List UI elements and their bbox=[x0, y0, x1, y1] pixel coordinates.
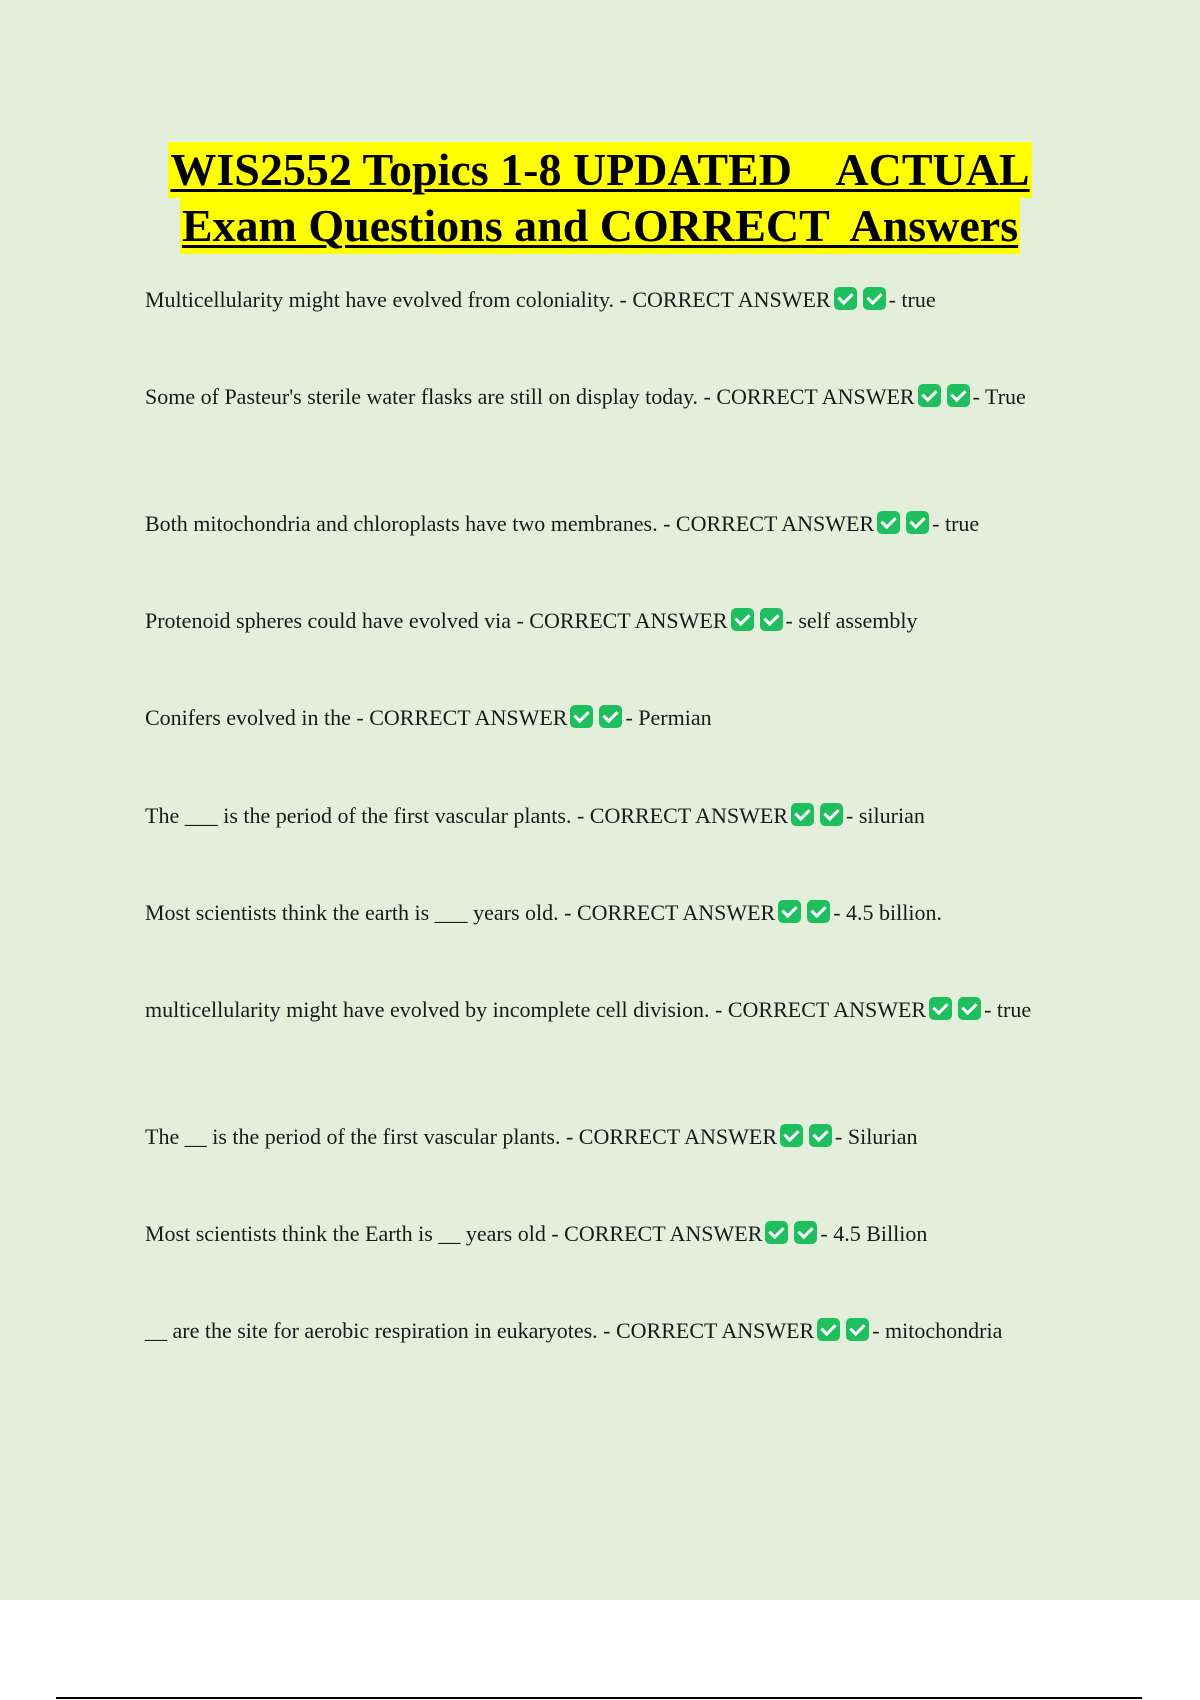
qa-item bbox=[145, 508, 1080, 539]
answer-text: - true bbox=[932, 511, 980, 536]
answer-text: - true bbox=[888, 287, 936, 312]
answer-text: - 4.5 billion. bbox=[833, 900, 943, 925]
check-box-icon bbox=[807, 900, 830, 923]
check-box-icon bbox=[846, 1318, 869, 1341]
check-box-icon bbox=[794, 1221, 817, 1244]
check-box-icon bbox=[809, 1124, 832, 1147]
check-box-icon bbox=[765, 1221, 788, 1244]
qa-item bbox=[145, 1218, 1080, 1249]
check-box-icon bbox=[918, 384, 941, 407]
check-box-icon bbox=[760, 608, 783, 631]
title-line-2: Exam Questions and CORRECT Answers bbox=[180, 198, 1020, 254]
answer-text: - silurian bbox=[846, 803, 925, 828]
question-text: __ are the site for aerobic respiration in eukaryotes. - CORRECT ANSWER bbox=[145, 1318, 815, 1343]
answer-text: - self assembly bbox=[785, 608, 918, 633]
check-box-icon bbox=[820, 803, 843, 826]
question-text: Most scientists think the Earth is __ years old - CORRECT ANSWER bbox=[145, 1221, 763, 1246]
footer-divider bbox=[56, 1697, 1142, 1699]
qa-item bbox=[145, 605, 1080, 636]
question-text: Most scientists think the earth is ___ years old. - CORRECT ANSWER bbox=[145, 900, 776, 925]
answer-text: - Silurian bbox=[835, 1124, 918, 1149]
question-text: Conifers evolved in the - CORRECT ANSWER bbox=[145, 705, 568, 730]
answer-text: - true bbox=[984, 997, 1032, 1022]
question-text: Protenoid spheres could have evolved via - CORRECT ANSWER bbox=[145, 608, 728, 633]
qa-item bbox=[145, 1315, 1080, 1346]
question-text: The __ is the period of the first vascular plants. - CORRECT ANSWER bbox=[145, 1124, 778, 1149]
title-line-1: WIS2552 Topics 1-8 UPDATED ACTUAL bbox=[168, 142, 1031, 198]
document-title bbox=[100, 142, 1100, 254]
check-box-icon bbox=[570, 705, 593, 728]
check-box-icon bbox=[947, 384, 970, 407]
check-box-icon bbox=[731, 608, 754, 631]
qa-item bbox=[145, 994, 1080, 1025]
check-box-icon bbox=[780, 1124, 803, 1147]
question-text: multicellularity might have evolved by incomplete cell division. - CORRECT ANSWER bbox=[145, 997, 927, 1022]
check-box-icon bbox=[599, 705, 622, 728]
check-box-icon bbox=[863, 287, 886, 310]
check-box-icon bbox=[791, 803, 814, 826]
qa-item bbox=[145, 800, 1080, 831]
qa-item bbox=[145, 702, 1080, 733]
check-box-icon bbox=[929, 997, 952, 1020]
question-text: Multicellularity might have evolved from coloniality. - CORRECT ANSWER bbox=[145, 287, 831, 312]
check-box-icon bbox=[877, 511, 900, 534]
answer-text: - mitochondria bbox=[872, 1318, 1003, 1343]
check-box-icon bbox=[958, 997, 981, 1020]
check-box-icon bbox=[906, 511, 929, 534]
answer-text: - Permian bbox=[625, 705, 712, 730]
answer-text: - True bbox=[972, 384, 1026, 409]
question-text: The ___ is the period of the first vascular plants. - CORRECT ANSWER bbox=[145, 803, 789, 828]
question-text: Both mitochondria and chloroplasts have two membranes. - CORRECT ANSWER bbox=[145, 511, 875, 536]
qa-item bbox=[145, 284, 1080, 315]
answer-text: - 4.5 Billion bbox=[820, 1221, 928, 1246]
qa-item bbox=[145, 1121, 1080, 1152]
check-box-icon bbox=[778, 900, 801, 923]
qa-item bbox=[145, 381, 1080, 412]
qa-item bbox=[145, 897, 1080, 928]
check-box-icon bbox=[817, 1318, 840, 1341]
check-box-icon bbox=[834, 287, 857, 310]
question-text: Some of Pasteur's sterile water flasks are still on display today. - CORRECT ANSWER bbox=[145, 384, 915, 409]
